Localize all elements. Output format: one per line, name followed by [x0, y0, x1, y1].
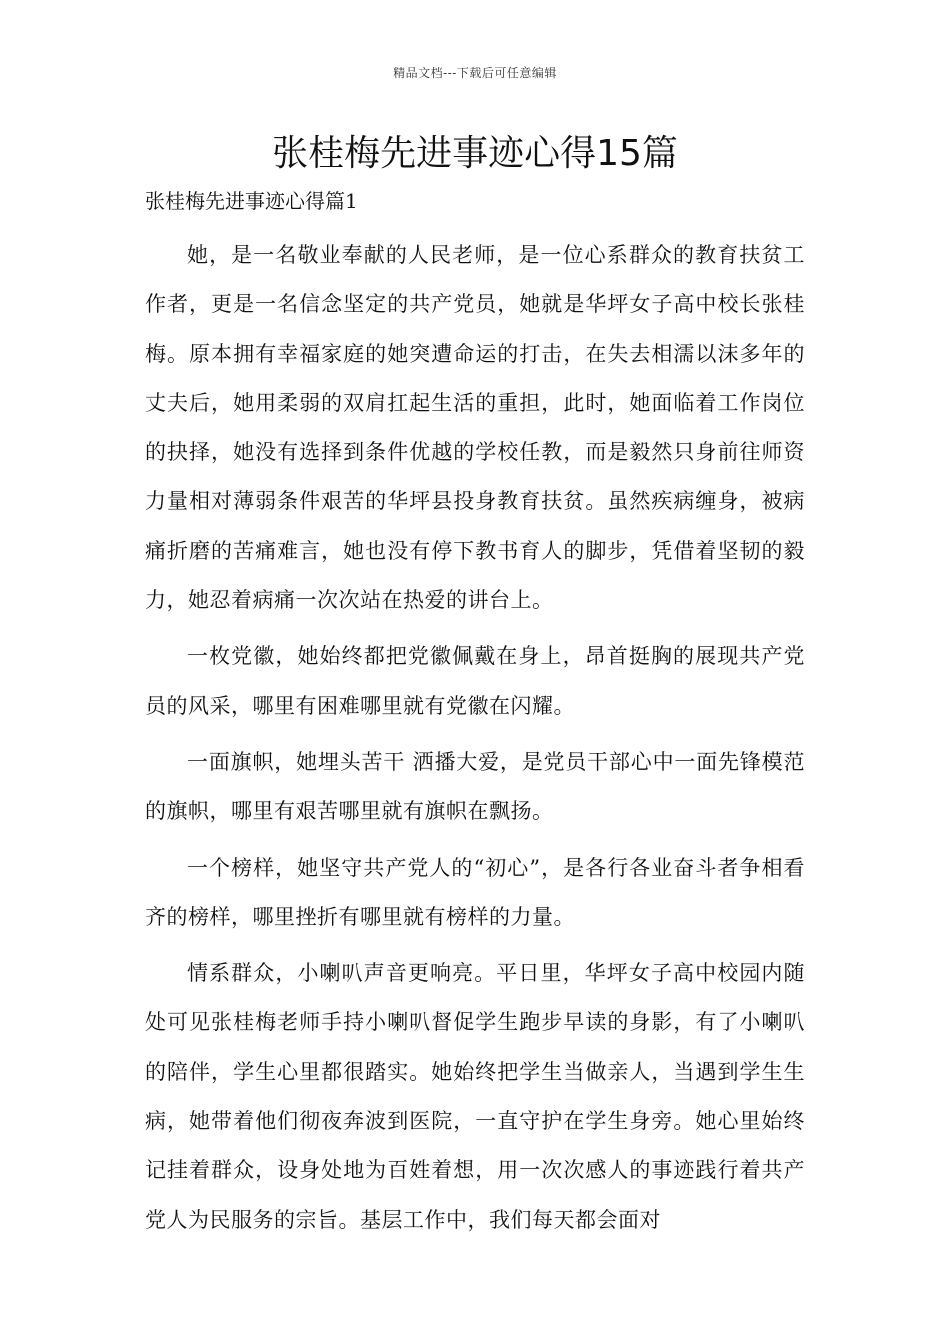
section-heading: 张桂梅先进事迹心得篇1	[145, 189, 358, 213]
paragraph: 她，是一名敬业奉献的人民老师，是一位心系群众的教育扶贫工作者，更是一名信念坚定的共产党员，她就是华坪女子高中校长张桂梅。原本拥有幸福家庭的她突遭命运的打击，在失去相濡以沫多年的丈夫后，她用柔弱的双肩扛起生活的重担，此时，她面临着工作岗位的抉择，她没有选择到条件优越的学校任教，而是毅然只身前往师资力量相对薄弱条件艰苦的华坪县投身教育扶贫。虽然疾病缠身，被病痛折磨的苦痛难言，她也没有停下教书育人的脚步，凭借着坚韧的毅力，她忍着病痛一次次站在热爱的讲台上。	[145, 243, 805, 613]
paragraph: 一枚党徽，她始终都把党徽佩戴在身上，昂首挺胸的展现共产党员的风采，哪里有困难哪里就有党徽在闪耀。	[145, 644, 805, 718]
page-header-note: 精品文档---下载后可任意编辑	[393, 66, 557, 80]
document-body	[145, 231, 805, 1252]
paragraph: 情系群众，小喇叭声音更响亮。平日里，华坪女子高中校园内随处可见张桂梅老师手持小喇叭督促学生跑步早读的身影，有了小喇叭的陪伴，学生心里都很踏实。她始终把学生当做亲人，当遇到学生生病，她带着他们彻夜奔波到医院，一直守护在学生身旁。她心里始终记挂着群众，设身处地为百姓着想，用一次次感人的事迹践行着共产党人为民服务的宗旨。基层工作中，我们每天都会面对	[145, 961, 805, 1232]
paragraph: 一个榜样，她坚守共产党人的“初心”，是各行各业奋斗者争相看齐的榜样，哪里挫折有哪里就有榜样的力量。	[145, 855, 805, 929]
document-title: 张桂梅先进事迹心得15篇	[272, 133, 678, 174]
paragraph: 一面旗帜，她埋头苦干 洒播大爱，是党员干部心中一面先锋模范的旗帜，哪里有艰苦哪里就有旗帜在飘扬。	[145, 749, 805, 824]
